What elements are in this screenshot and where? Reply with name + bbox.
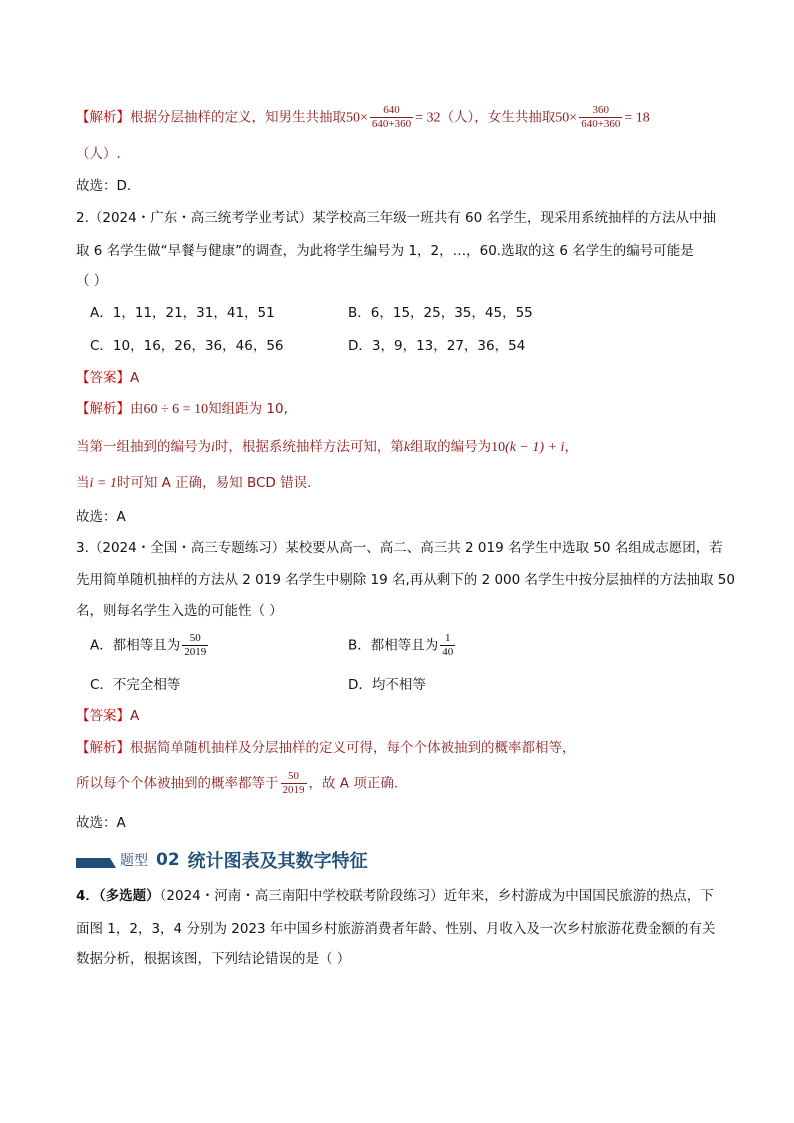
q1-expr1-result: = 32 — [415, 110, 441, 126]
q2-var-k: k — [403, 440, 411, 455]
q1-fraction-2 — [579, 104, 622, 131]
q1-choice: 故选：D. — [76, 178, 132, 194]
q1-fraction-2-numerator: 360 — [592, 104, 610, 116]
q1-unit-line — [76, 145, 121, 163]
answer-bracket: 【答案】 — [76, 708, 130, 724]
q3-option-a-text: A．都相等且为 — [90, 637, 181, 654]
q3-option-a-numerator: 50 — [189, 632, 201, 644]
q4-stem-line-3: 数据分析，根据该图，下列结论错误的是（ ） — [76, 951, 351, 967]
q3-option-b — [348, 632, 457, 659]
q1-analysis-text: 根据分层抽样的定义，知男生共抽取 — [130, 109, 346, 126]
q1-unit-text-2: （人）. — [76, 146, 121, 162]
q1-fraction-1-numerator: 640 — [383, 104, 400, 116]
section-title: 统计图表及其数字特征 — [187, 851, 368, 872]
q4-type-tag: （多选题） — [98, 888, 160, 904]
q1-fraction-1-denominator: 640+360 — [371, 118, 412, 130]
q2-analysis-line-2 — [76, 438, 578, 457]
q2-line2-text-a: 当第一组抽到的编号为 — [76, 439, 211, 455]
q2-var-i: i — [211, 440, 215, 455]
q3-option-a-fraction — [182, 632, 208, 659]
q3-analysis-text-1: 根据简单随机抽样及分层抽样的定义可得，每个个体被抽到的概率都相等， — [130, 740, 576, 756]
q2-analysis-line-1 — [76, 400, 288, 419]
section-header — [76, 847, 368, 873]
q3-answer-value: A — [130, 708, 140, 724]
q3-analysis-line-2 — [76, 770, 398, 797]
q2-line3-text-a: 当 — [76, 475, 90, 491]
q4-stem-text-1: （2024・河南・高三南阳中学校联考阶段练习）近年来，乡村游成为中国国民旅游的热点，下 — [159, 888, 714, 904]
q2-formula-coef: 10 — [491, 440, 506, 455]
q3-option-a — [90, 632, 210, 659]
q2-line2-text-b: 时，根据系统抽样方法可知，第 — [214, 439, 404, 455]
q2-option-a: A．1，11，21，31，41，51 — [90, 305, 275, 321]
q3-stem-line-3: 名，则每名学生入选的可能性（ ） — [76, 603, 283, 619]
q2-analysis-math: 60 ÷ 6 = 10 — [143, 402, 209, 417]
q3-analysis-numerator: 50 — [288, 770, 299, 782]
analysis-bracket: 【解析】 — [76, 740, 130, 756]
analysis-bracket: 【解析】 — [76, 401, 130, 417]
q3-option-a-denominator: 2019 — [184, 646, 207, 658]
q2-stem-line-3: （ ） — [76, 273, 108, 289]
answer-bracket: 【答案】 — [76, 370, 130, 386]
analysis-bracket: 【解析】 — [76, 109, 130, 126]
q2-choice: 故选：A — [76, 509, 126, 525]
q2-line3-math: i = 1 — [89, 476, 117, 491]
q2-formula-body: (k − 1) + i — [505, 440, 565, 455]
q2-stem-line-1: 2.（2024・广东・高三统考学业考试）某学校高三年级一班共有 60 名学生，现采用系统抽样的方法从中抽 — [76, 210, 716, 226]
q1-fraction-1 — [370, 104, 413, 131]
q2-line2-text-d: ， — [564, 439, 578, 455]
q2-line2-text-c: 组取的编号为 — [410, 439, 492, 455]
q3-analysis-fraction — [281, 770, 307, 797]
q3-option-b-text: B．都相等且为 — [348, 637, 439, 654]
q2-answer-line — [76, 369, 139, 387]
section-tag: 题型 — [120, 853, 148, 869]
q2-analysis-pre: 由 — [130, 401, 144, 417]
q4-stem-line-2: 面图 1，2，3，4 分别为 2023 年中国乡村旅游消费者年龄、性别、月收入及一次乡村旅游花费金额的有关 — [76, 921, 716, 937]
q1-fraction-2-denominator: 640+360 — [581, 118, 621, 130]
q1-expr1-prefix: 50× — [346, 110, 368, 126]
q3-analysis-denominator: 2019 — [282, 784, 305, 796]
q1-expr2-prefix: 50× — [555, 110, 578, 126]
q2-analysis-line-3 — [76, 474, 311, 493]
q3-option-c: C．不完全相等 — [90, 677, 181, 693]
section-number: 02 — [156, 850, 180, 870]
q3-stem-line-1: 3.（2024・全国・高三专题练习）某校要从高一、高二、高三共 2 019 名学生中选取 50 名组成志愿团，若 — [76, 540, 723, 556]
q4-number: 4． — [76, 888, 99, 904]
q3-option-b-fraction — [440, 632, 455, 659]
q3-option-b-denominator: 40 — [442, 646, 454, 658]
q3-stem-line-2: 先用简单随机抽样的方法从 2 019 名学生中剔除 19 名,再从剩下的 2 000 名学生中按分层抽样的方法抽取 50 — [76, 572, 735, 588]
section-bar-icon — [76, 858, 116, 868]
q2-line3-text-b: 时可知 A 正确，易知 BCD 错误. — [116, 475, 312, 491]
q3-option-b-numerator: 1 — [445, 632, 451, 644]
q2-analysis-post: 知组距为 10, — [208, 401, 288, 417]
q2-option-d: D．3，9，13，27，36，54 — [348, 338, 526, 354]
q2-answer-value: A — [130, 370, 140, 386]
q4-stem-line-1 — [76, 887, 714, 905]
q3-option-d: D．均不相等 — [348, 677, 426, 693]
q1-expr2-result: = 18 — [624, 110, 650, 126]
q1-unit-text-1: （人），女生共抽取 — [440, 109, 556, 126]
q3-analysis-text-2b: ，故 A 项正确. — [308, 775, 399, 792]
q1-analysis-line — [76, 104, 650, 131]
q2-option-b: B．6，15，25，35，45，55 — [348, 305, 533, 321]
q3-analysis-line-1 — [76, 739, 576, 757]
q3-choice: 故选：A — [76, 815, 126, 831]
q3-analysis-text-2a: 所以每个个体被抽到的概率都等于 — [76, 775, 279, 792]
q2-stem-line-2: 取 6 名学生做“早餐与健康”的调查，为此将学生编号为 1，2，…，60.选取的这 6 名学生的编号可能是 — [76, 243, 694, 259]
q2-option-c: C．10，16，26，36，46，56 — [90, 338, 284, 354]
q3-answer-line — [76, 707, 139, 725]
